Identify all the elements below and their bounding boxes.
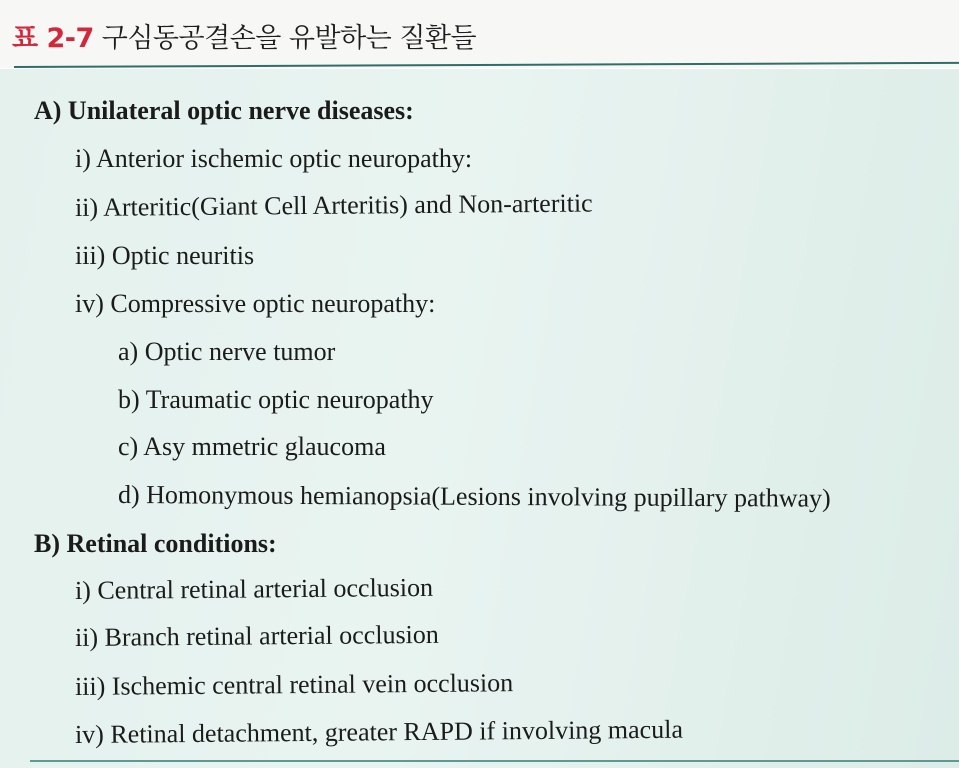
section-b-item-2: ii) Branch retinal arterial occlusion (74, 619, 439, 652)
section-a-item-2: ii) Arteritic(Giant Cell Arteritis) and Non-arteritic (74, 188, 593, 222)
table-title (12, 16, 476, 55)
section-a-subitem-1: a) Optic nerve tumor (118, 337, 336, 366)
section-b-item-1: i) Central retinal arterial occlusion (74, 572, 434, 605)
section-a-item-1: i) Anterior ischemic optic neuropathy: (75, 144, 473, 173)
section-a-subitem-3: c) Asy mmetric glaucoma (118, 432, 386, 461)
bottom-rule (30, 760, 959, 762)
section-b-heading: B) Retinal conditions: (34, 529, 277, 558)
section-b-item-4: iv) Retinal detachment, greater RAPD if involving macula (74, 714, 684, 749)
section-b-item-3: iii) Ischemic central retinal vein occlusion (74, 668, 514, 701)
section-a-subitem-4: d) Homonymous hemianopsia(Lesions involving pupillary pathway) (117, 480, 831, 513)
section-a-subitem-2: b) Traumatic optic neuropathy (118, 385, 434, 414)
section-a-item-3: iii) Optic neuritis (75, 241, 255, 270)
section-a-heading: A) Unilateral optic nerve diseases: (34, 96, 414, 125)
table-number: 표 2-7 (12, 23, 94, 54)
section-a-item-4: iv) Compressive optic neuropathy: (75, 289, 436, 318)
table-title-text: 구심동공결손을 유발하는 질환들 (101, 23, 477, 54)
